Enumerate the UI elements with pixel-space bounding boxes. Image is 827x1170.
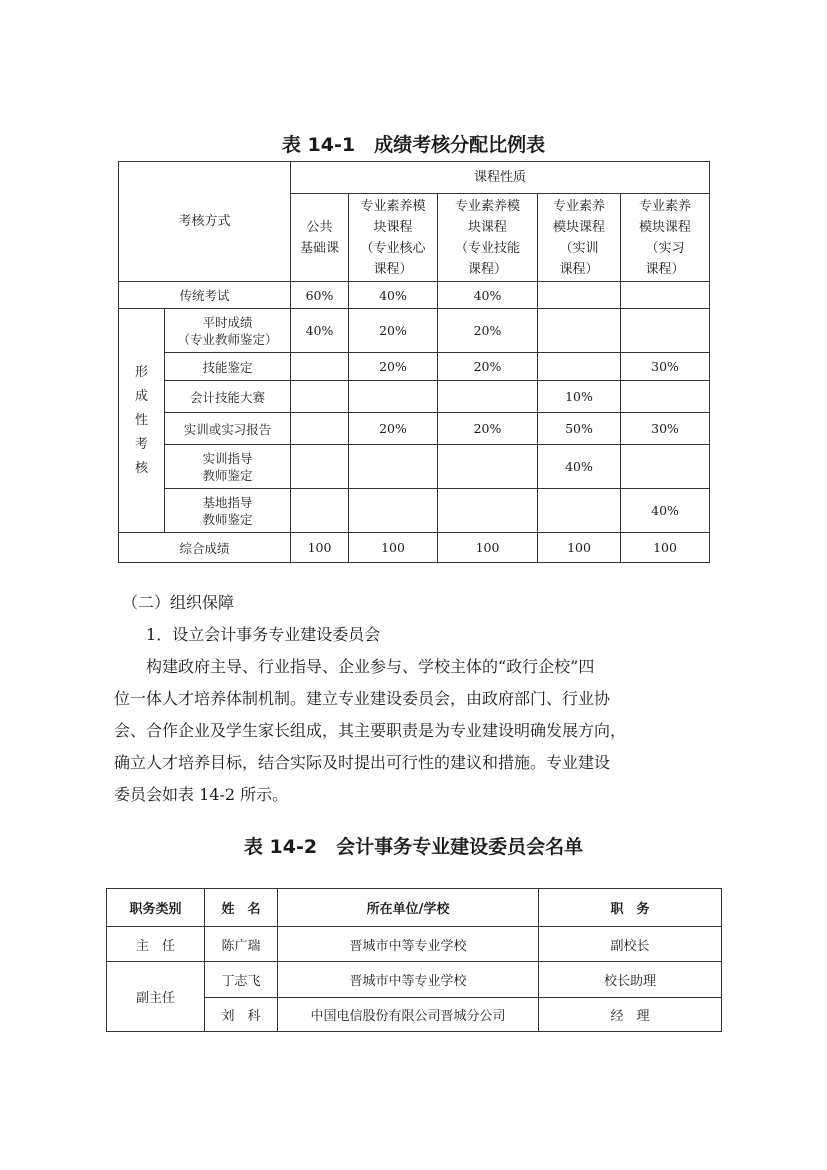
table2-title: 表 14-2 会计事务专业建设委员会名单	[243, 836, 584, 858]
table-row-skill: 技能鉴定 20% 20% 30%	[119, 353, 710, 381]
col-header-public: 公共 基础课	[291, 194, 349, 282]
grade-ratio-table	[118, 161, 710, 563]
table-row: 副主任 丁志飞 晋城市中等专业学校 校长助理	[107, 962, 722, 998]
course-nature-header: 课程性质	[291, 162, 710, 194]
section-heading: （二）组织保障	[130, 593, 235, 612]
header-position: 职 务	[539, 889, 722, 927]
table-row: 主 任 陈广瑞 晋城市中等专业学校 副校长	[107, 927, 722, 962]
formative-label: 形成性考核	[119, 309, 165, 533]
col-header-core: 专业素养模 块课程 （专业核心 课程）	[349, 194, 438, 282]
table1-title: 表 14-1 成绩考核分配比例表	[281, 134, 546, 156]
col-header-training: 专业素养 模块课程 （实训 课程）	[538, 194, 621, 282]
table-row-training-teacher: 实训指导 教师鉴定 40%	[119, 445, 710, 489]
table-row-report: 实训或实习报告 20% 20% 50% 30%	[119, 413, 710, 445]
table-row-base-teacher: 基地指导 教师鉴定 40%	[119, 489, 710, 533]
table-row-contest: 会计技能大赛 10%	[119, 381, 710, 413]
table-row-regular: 形成性考核 平时成绩 （专业教师鉴定） 40% 20% 20%	[119, 309, 710, 353]
table-row: 刘 科 中国电信股份有限公司晋城分公司 经 理	[107, 998, 722, 1032]
header-name: 姓 名	[205, 889, 278, 927]
body-paragraph: 构建政府主导、行业指导、企业参与、学校主体的“政行企校”四 位一体人才培养体制机制。建立专业建设委员会，由政府部门、行业协 会、合作企业及学生家长组成，其主要职责是为专业建设明确发展方向， 确立人才培养目标，结合实际及时提出可行性的建议和措施。专业建设 委员会如表 14-2 所示。	[114, 657, 627, 804]
table-row-traditional: 传统考试 60% 40% 40%	[119, 282, 710, 309]
col-header-skill: 专业素养模 块课程 （专业技能 课程）	[438, 194, 538, 282]
item-heading: 1．设立会计事务专业建设委员会	[146, 625, 381, 644]
header-org: 所在单位/学校	[278, 889, 539, 927]
header-category: 职务类别	[107, 889, 205, 927]
table-row-total: 综合成绩 100 100 100 100 100	[119, 533, 710, 563]
method-header: 考核方式	[119, 162, 291, 282]
col-header-internship: 专业素养 模块课程 （实习 课程）	[621, 194, 710, 282]
committee-table	[106, 888, 722, 1032]
